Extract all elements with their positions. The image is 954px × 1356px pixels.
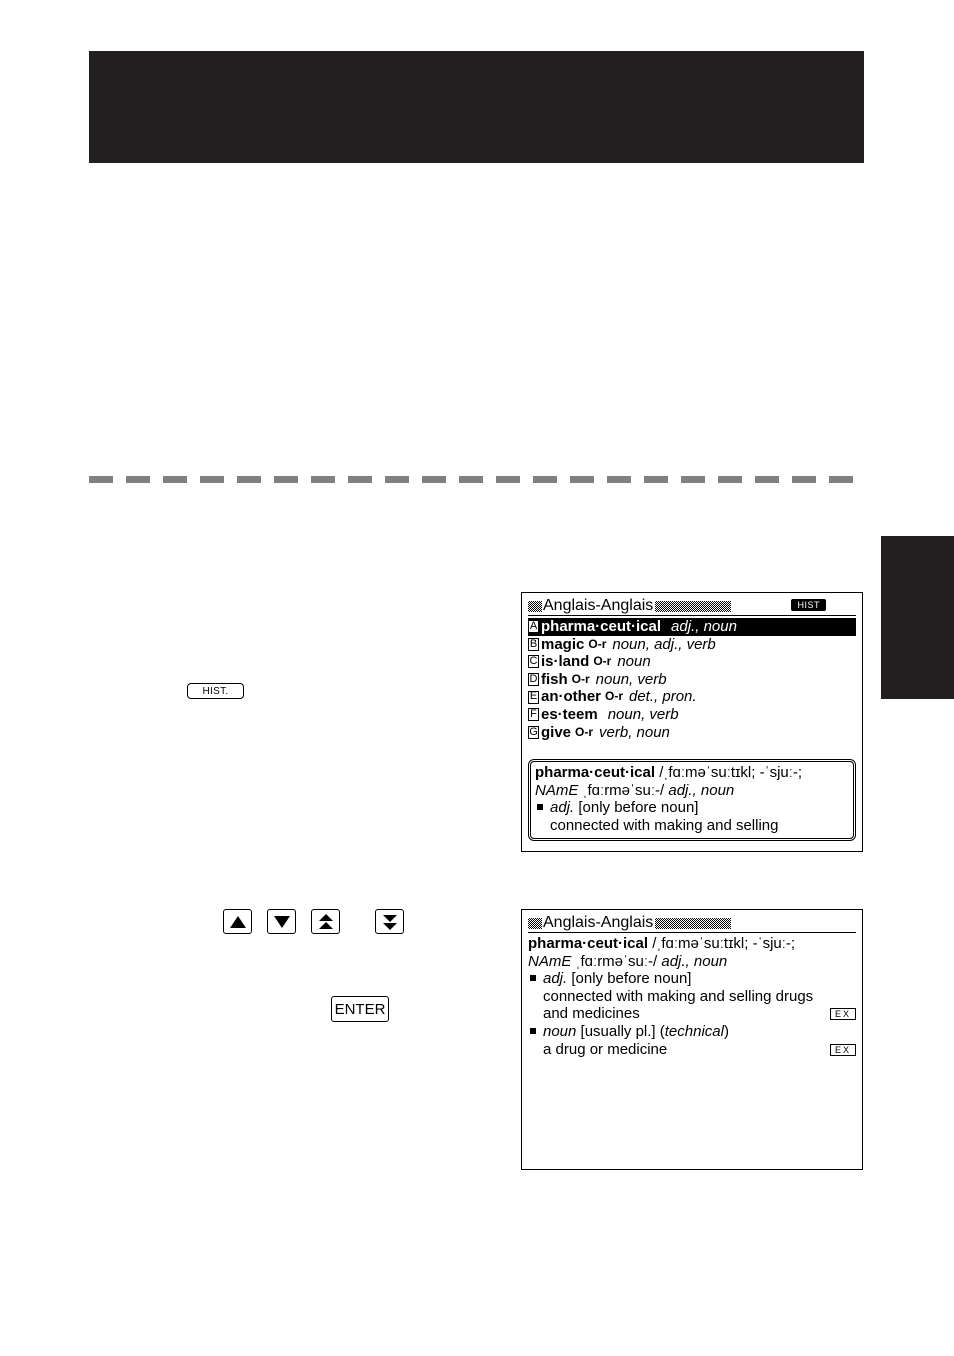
hist-key-label: HIST. bbox=[202, 685, 229, 697]
preview-headword: pharma·ceut·ical bbox=[535, 764, 656, 781]
sense-2-pos: noun bbox=[543, 1022, 577, 1040]
entry-name-line bbox=[528, 953, 856, 971]
preview-headline bbox=[535, 764, 849, 782]
list-pos: noun, adj., verb bbox=[612, 635, 716, 653]
dashed-separator bbox=[89, 476, 864, 483]
preview-sense-note: [only before noun] bbox=[578, 799, 699, 817]
preview-name-line bbox=[535, 782, 849, 800]
history-list-screen bbox=[521, 592, 863, 852]
enter-key-label: ENTER bbox=[334, 1000, 386, 1018]
list-item[interactable] bbox=[528, 724, 856, 742]
hist-badge: HIST bbox=[791, 599, 826, 611]
list-item-selected[interactable] bbox=[528, 618, 856, 636]
page-up-key bbox=[311, 909, 340, 934]
list-letter: B bbox=[529, 637, 538, 650]
example-button[interactable]: EX bbox=[830, 1044, 856, 1056]
list-headword: fish bbox=[541, 670, 568, 688]
list-letter: F bbox=[528, 708, 539, 721]
side-chapter-tab bbox=[881, 536, 954, 699]
title-hatch-right bbox=[655, 918, 731, 929]
list-headword: es·teem bbox=[541, 705, 598, 723]
sense-1-pos: adj. bbox=[543, 970, 568, 988]
list-item[interactable] bbox=[528, 671, 856, 689]
list-letter: C bbox=[529, 655, 538, 668]
entry-name-pron: ˌfɑːrməˈsuː-/ bbox=[575, 952, 658, 970]
sense-2-text: a drug or medicine bbox=[543, 1040, 668, 1058]
entry-detail-screen bbox=[521, 909, 863, 1170]
screen-title-row bbox=[528, 597, 856, 615]
key-icon: O-r bbox=[605, 689, 623, 704]
hist-key bbox=[187, 683, 244, 699]
page-down-icon bbox=[381, 913, 399, 931]
list-item[interactable] bbox=[528, 688, 856, 706]
list-letter: D bbox=[529, 672, 538, 685]
sense-1-header bbox=[528, 970, 856, 988]
bullet-icon bbox=[537, 804, 543, 810]
list-item[interactable] bbox=[528, 706, 856, 724]
preview-sense-pos: adj. bbox=[550, 799, 575, 817]
list-pos: noun, verb bbox=[595, 670, 667, 688]
preview-sense-text: connected with making and selling bbox=[550, 816, 779, 834]
list-letter: G bbox=[529, 725, 538, 738]
preview-name-label: NAmE bbox=[535, 781, 579, 799]
list-headword: is·land bbox=[541, 653, 590, 671]
entry-body bbox=[528, 935, 856, 1058]
title-rule bbox=[528, 615, 856, 616]
list-headword: give bbox=[541, 723, 572, 741]
preview-pos: adj., noun bbox=[668, 781, 735, 799]
title-hatch-left bbox=[528, 918, 542, 929]
down-arrow-icon bbox=[273, 915, 291, 929]
down-arrow-key bbox=[267, 909, 296, 934]
preview-sense bbox=[535, 799, 849, 817]
key-icon: O-r bbox=[593, 654, 612, 669]
entry-name-label: NAmE bbox=[528, 952, 572, 970]
key-icon: O-r bbox=[588, 636, 607, 651]
history-word-list bbox=[528, 618, 856, 741]
sense-2-tech: technical bbox=[664, 1022, 724, 1040]
entry-headline bbox=[528, 935, 856, 953]
entry-pron: /ˌfɑːməˈsuːtɪkl; -ˈsjuː-; bbox=[652, 935, 796, 952]
entry-preview-box bbox=[528, 759, 856, 841]
chapter-header-bar bbox=[89, 51, 864, 163]
sense-1-text-2: and medicines bbox=[543, 1005, 640, 1023]
list-headword: an·other bbox=[541, 688, 601, 706]
sense-2-text-row bbox=[528, 1041, 856, 1059]
sense-2-note: [usually pl.] ( bbox=[580, 1022, 665, 1040]
entry-pos: adj., noun bbox=[661, 952, 728, 970]
list-item[interactable] bbox=[528, 653, 856, 671]
page-up-icon bbox=[317, 913, 335, 931]
screen-title: Anglais-Anglais bbox=[543, 914, 654, 932]
preview-pron: /ˌfɑːməˈsuːtɪkl; -ˈsjuː-; bbox=[659, 764, 803, 781]
list-headword: magic bbox=[541, 635, 585, 653]
sense-2-close: ) bbox=[723, 1022, 729, 1040]
title-hatch-left bbox=[528, 601, 542, 612]
key-icon: O-r bbox=[575, 724, 594, 739]
list-letter: E bbox=[529, 690, 538, 703]
bullet-icon bbox=[530, 975, 536, 981]
entry-headword: pharma·ceut·ical bbox=[528, 935, 649, 952]
sense-2-header bbox=[528, 1023, 856, 1041]
list-pos: det., pron. bbox=[629, 688, 697, 706]
title-rule bbox=[528, 932, 856, 933]
example-button[interactable]: EX bbox=[830, 1008, 856, 1020]
up-arrow-key bbox=[223, 909, 252, 934]
list-pos: noun, verb bbox=[607, 705, 679, 723]
list-letter: A bbox=[529, 620, 538, 632]
preview-name-pron: ˌfɑːrməˈsuː-/ bbox=[582, 781, 665, 799]
screen-title: Anglais-Anglais bbox=[543, 597, 654, 615]
list-pos: verb, noun bbox=[599, 723, 670, 741]
sense-1-text-2-row bbox=[528, 1005, 856, 1023]
key-icon: O-r bbox=[571, 671, 590, 686]
bullet-icon bbox=[530, 1028, 536, 1034]
enter-key bbox=[331, 996, 389, 1022]
list-item[interactable] bbox=[528, 636, 856, 654]
screen-title-row bbox=[528, 914, 856, 932]
title-hatch-right bbox=[655, 601, 731, 612]
sense-1-text-1: connected with making and selling drugs bbox=[543, 987, 814, 1005]
list-pos: noun bbox=[617, 653, 651, 671]
sense-1-note: [only before noun] bbox=[571, 970, 692, 988]
list-pos: adj., noun bbox=[671, 618, 737, 635]
page-down-key bbox=[375, 909, 404, 934]
list-headword: pharma·ceut·ical bbox=[541, 618, 662, 635]
up-arrow-icon bbox=[229, 915, 247, 929]
